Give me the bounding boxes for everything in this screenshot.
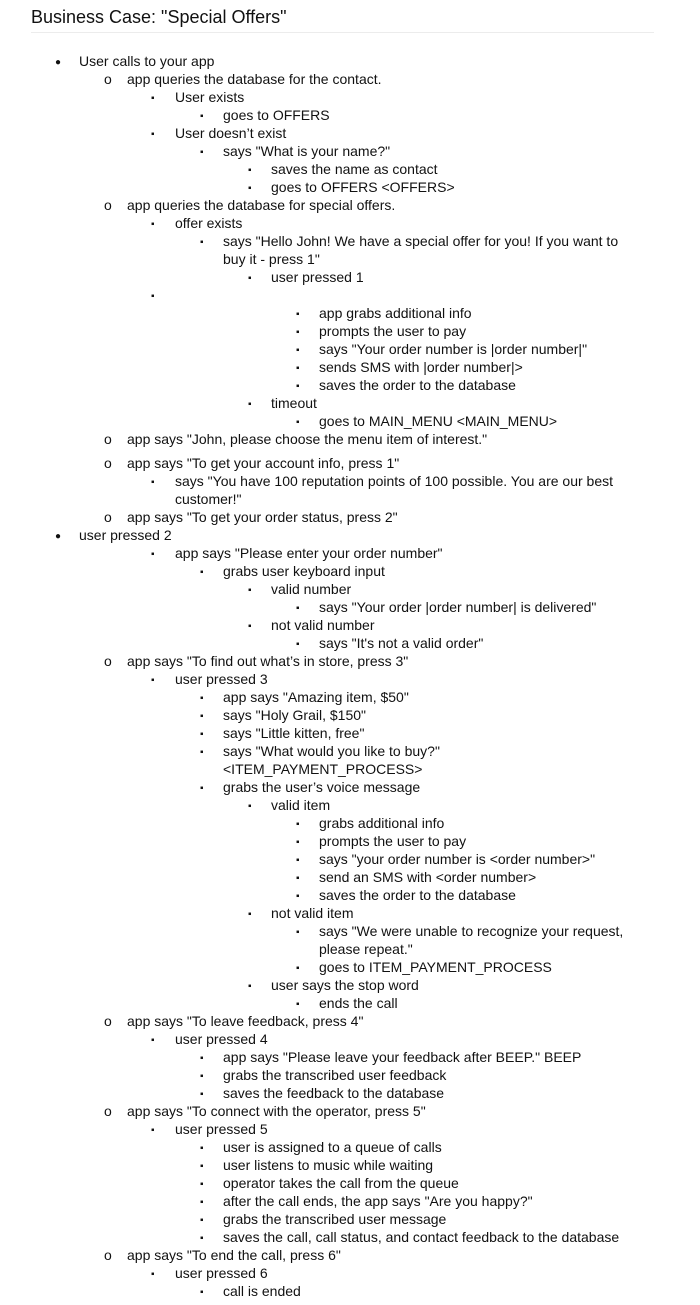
list-bullet xyxy=(151,124,155,145)
list-item: grabs user keyboard input xyxy=(223,563,385,579)
list-item: valid number xyxy=(271,581,352,597)
list-item: sends SMS with |order number|> xyxy=(319,359,523,375)
list-item: saves the call, call status, and contact feedback to the database xyxy=(223,1229,620,1245)
list-bullet xyxy=(200,232,204,253)
list-bullet xyxy=(104,508,112,526)
list-bullet xyxy=(104,430,112,448)
list-item: ends the call xyxy=(319,995,398,1011)
list-item: not valid item xyxy=(271,905,354,921)
list-item: grabs the transcribed user message xyxy=(223,1211,447,1227)
list-item: User exists xyxy=(175,89,245,105)
list-item: says "It's not a valid order" xyxy=(319,635,484,651)
list-item: says "Your order |order number| is delivered" xyxy=(319,599,597,615)
list-item: app says "To end the call, press 6" xyxy=(127,1247,341,1263)
list-item: app says "Please leave your feedback after BEEP." BEEP xyxy=(223,1049,582,1065)
list-bullet xyxy=(104,196,112,214)
list-bullet xyxy=(55,526,61,547)
list-item: app queries the database for the contact. xyxy=(127,71,382,87)
list-item: <ITEM_PAYMENT_PROCESS> xyxy=(223,761,423,777)
title-divider xyxy=(31,32,654,33)
list-item: user pressed 5 xyxy=(175,1121,268,1137)
list-item: user pressed 6 xyxy=(175,1265,268,1281)
list-item: app says "To find out what’s in store, press 3" xyxy=(127,653,409,669)
list-item: app says "Please enter your order number" xyxy=(175,545,443,561)
list-item: app says "John, please choose the menu item of interest." xyxy=(127,431,488,447)
list-bullet xyxy=(248,616,252,637)
list-item: app says "Amazing item, $50" xyxy=(223,689,409,705)
list-bullet xyxy=(248,976,252,997)
list-item: grabs the transcribed user feedback xyxy=(223,1067,447,1083)
list-bullet xyxy=(248,394,252,415)
list-item: saves the order to the database xyxy=(319,377,516,393)
list-item: says "Your order number is |order number|" xyxy=(319,341,588,357)
list-item: app says "To get your account info, press 1" xyxy=(127,455,400,471)
list-item: saves the name as contact xyxy=(271,161,438,177)
list-item: user listens to music while waiting xyxy=(223,1157,434,1173)
list-bullet xyxy=(248,904,252,925)
list-item: prompts the user to pay xyxy=(319,323,467,339)
list-bullet xyxy=(151,1030,155,1051)
page-title: Business Case: "Special Offers" xyxy=(31,7,287,27)
list-item: app queries the database for special offers. xyxy=(127,197,396,213)
list-item: call is ended xyxy=(223,1283,301,1299)
list-item: user is assigned to a queue of calls xyxy=(223,1139,442,1155)
list-item: prompts the user to pay xyxy=(319,833,467,849)
list-item: user pressed 1 xyxy=(271,269,364,285)
list-bullet xyxy=(151,544,155,565)
list-bullet xyxy=(151,670,155,691)
list-bullet xyxy=(200,742,204,763)
list-bullet xyxy=(104,652,112,670)
list-item: saves the feedback to the database xyxy=(223,1085,445,1101)
list-item: not valid number xyxy=(271,617,375,633)
list-item: customer!" xyxy=(175,491,242,507)
list-bullet xyxy=(151,88,155,109)
list-item: app says "To connect with the operator, press 5" xyxy=(127,1103,426,1119)
list-item: User calls to your app xyxy=(79,53,215,69)
list-item: says "What would you like to buy?" xyxy=(223,743,440,759)
list-item: app says "To get your order status, press 2" xyxy=(127,509,398,525)
list-item: goes to MAIN_MENU <MAIN_MENU> xyxy=(319,413,558,429)
list-item: says "Holy Grail, $150" xyxy=(223,707,366,723)
list-bullet xyxy=(151,1264,155,1285)
list-bullet xyxy=(104,1012,112,1030)
list-bullet xyxy=(151,472,155,493)
list-bullet xyxy=(248,796,252,817)
list-bullet xyxy=(200,142,204,163)
list-item: operator takes the call from the queue xyxy=(223,1175,459,1191)
list-bullet xyxy=(151,286,155,307)
list-bullet xyxy=(151,1120,155,1141)
list-item: grabs additional info xyxy=(319,815,445,831)
list-item: offer exists xyxy=(175,215,243,231)
list-bullet xyxy=(248,268,252,289)
list-bullet xyxy=(296,922,300,943)
list-bullet xyxy=(104,454,112,472)
list-item: says "We were unable to recognize your request, xyxy=(319,923,624,939)
list-item: User doesn’t exist xyxy=(175,125,287,141)
list-bullet xyxy=(104,1246,112,1264)
list-item: goes to OFFERS xyxy=(223,107,330,123)
list-item: after the call ends, the app says "Are you happy?" xyxy=(223,1193,533,1209)
list-bullet xyxy=(151,214,155,235)
list-bullet xyxy=(104,70,112,88)
list-item: valid item xyxy=(271,797,331,813)
list-item: app says "To leave feedback, press 4" xyxy=(127,1013,364,1029)
list-item: says "What is your name?" xyxy=(223,143,391,159)
list-item: user pressed 2 xyxy=(79,527,172,543)
list-bullet xyxy=(200,778,204,799)
list-item: user pressed 4 xyxy=(175,1031,268,1047)
list-bullet xyxy=(200,562,204,583)
list-item: user says the stop word xyxy=(271,977,419,993)
list-item: please repeat." xyxy=(319,941,413,957)
list-item: says "your order number is <order number>" xyxy=(319,851,596,867)
list-item: says "Little kitten, free" xyxy=(223,725,365,741)
list-item: goes to ITEM_PAYMENT_PROCESS xyxy=(319,959,552,975)
list-item: app grabs additional info xyxy=(319,305,472,321)
list-bullet xyxy=(248,580,252,601)
list-bullet xyxy=(104,1102,112,1120)
list-item: grabs the user’s voice message xyxy=(223,779,421,795)
list-item: user pressed 3 xyxy=(175,671,268,687)
list-item: saves the order to the database xyxy=(319,887,516,903)
list-item: says "You have 100 reputation points of 100 possible. You are our best xyxy=(175,473,613,489)
list-bullet xyxy=(200,1282,204,1303)
list-item: goes to OFFERS <OFFERS> xyxy=(271,179,455,195)
list-item: send an SMS with <order number> xyxy=(319,869,537,885)
list-item: says "Hello John! We have a special offer for you! If you want to xyxy=(223,233,619,249)
list-bullet xyxy=(55,52,61,73)
list-item: buy it - press 1" xyxy=(223,251,320,267)
list-item: timeout xyxy=(271,395,317,411)
